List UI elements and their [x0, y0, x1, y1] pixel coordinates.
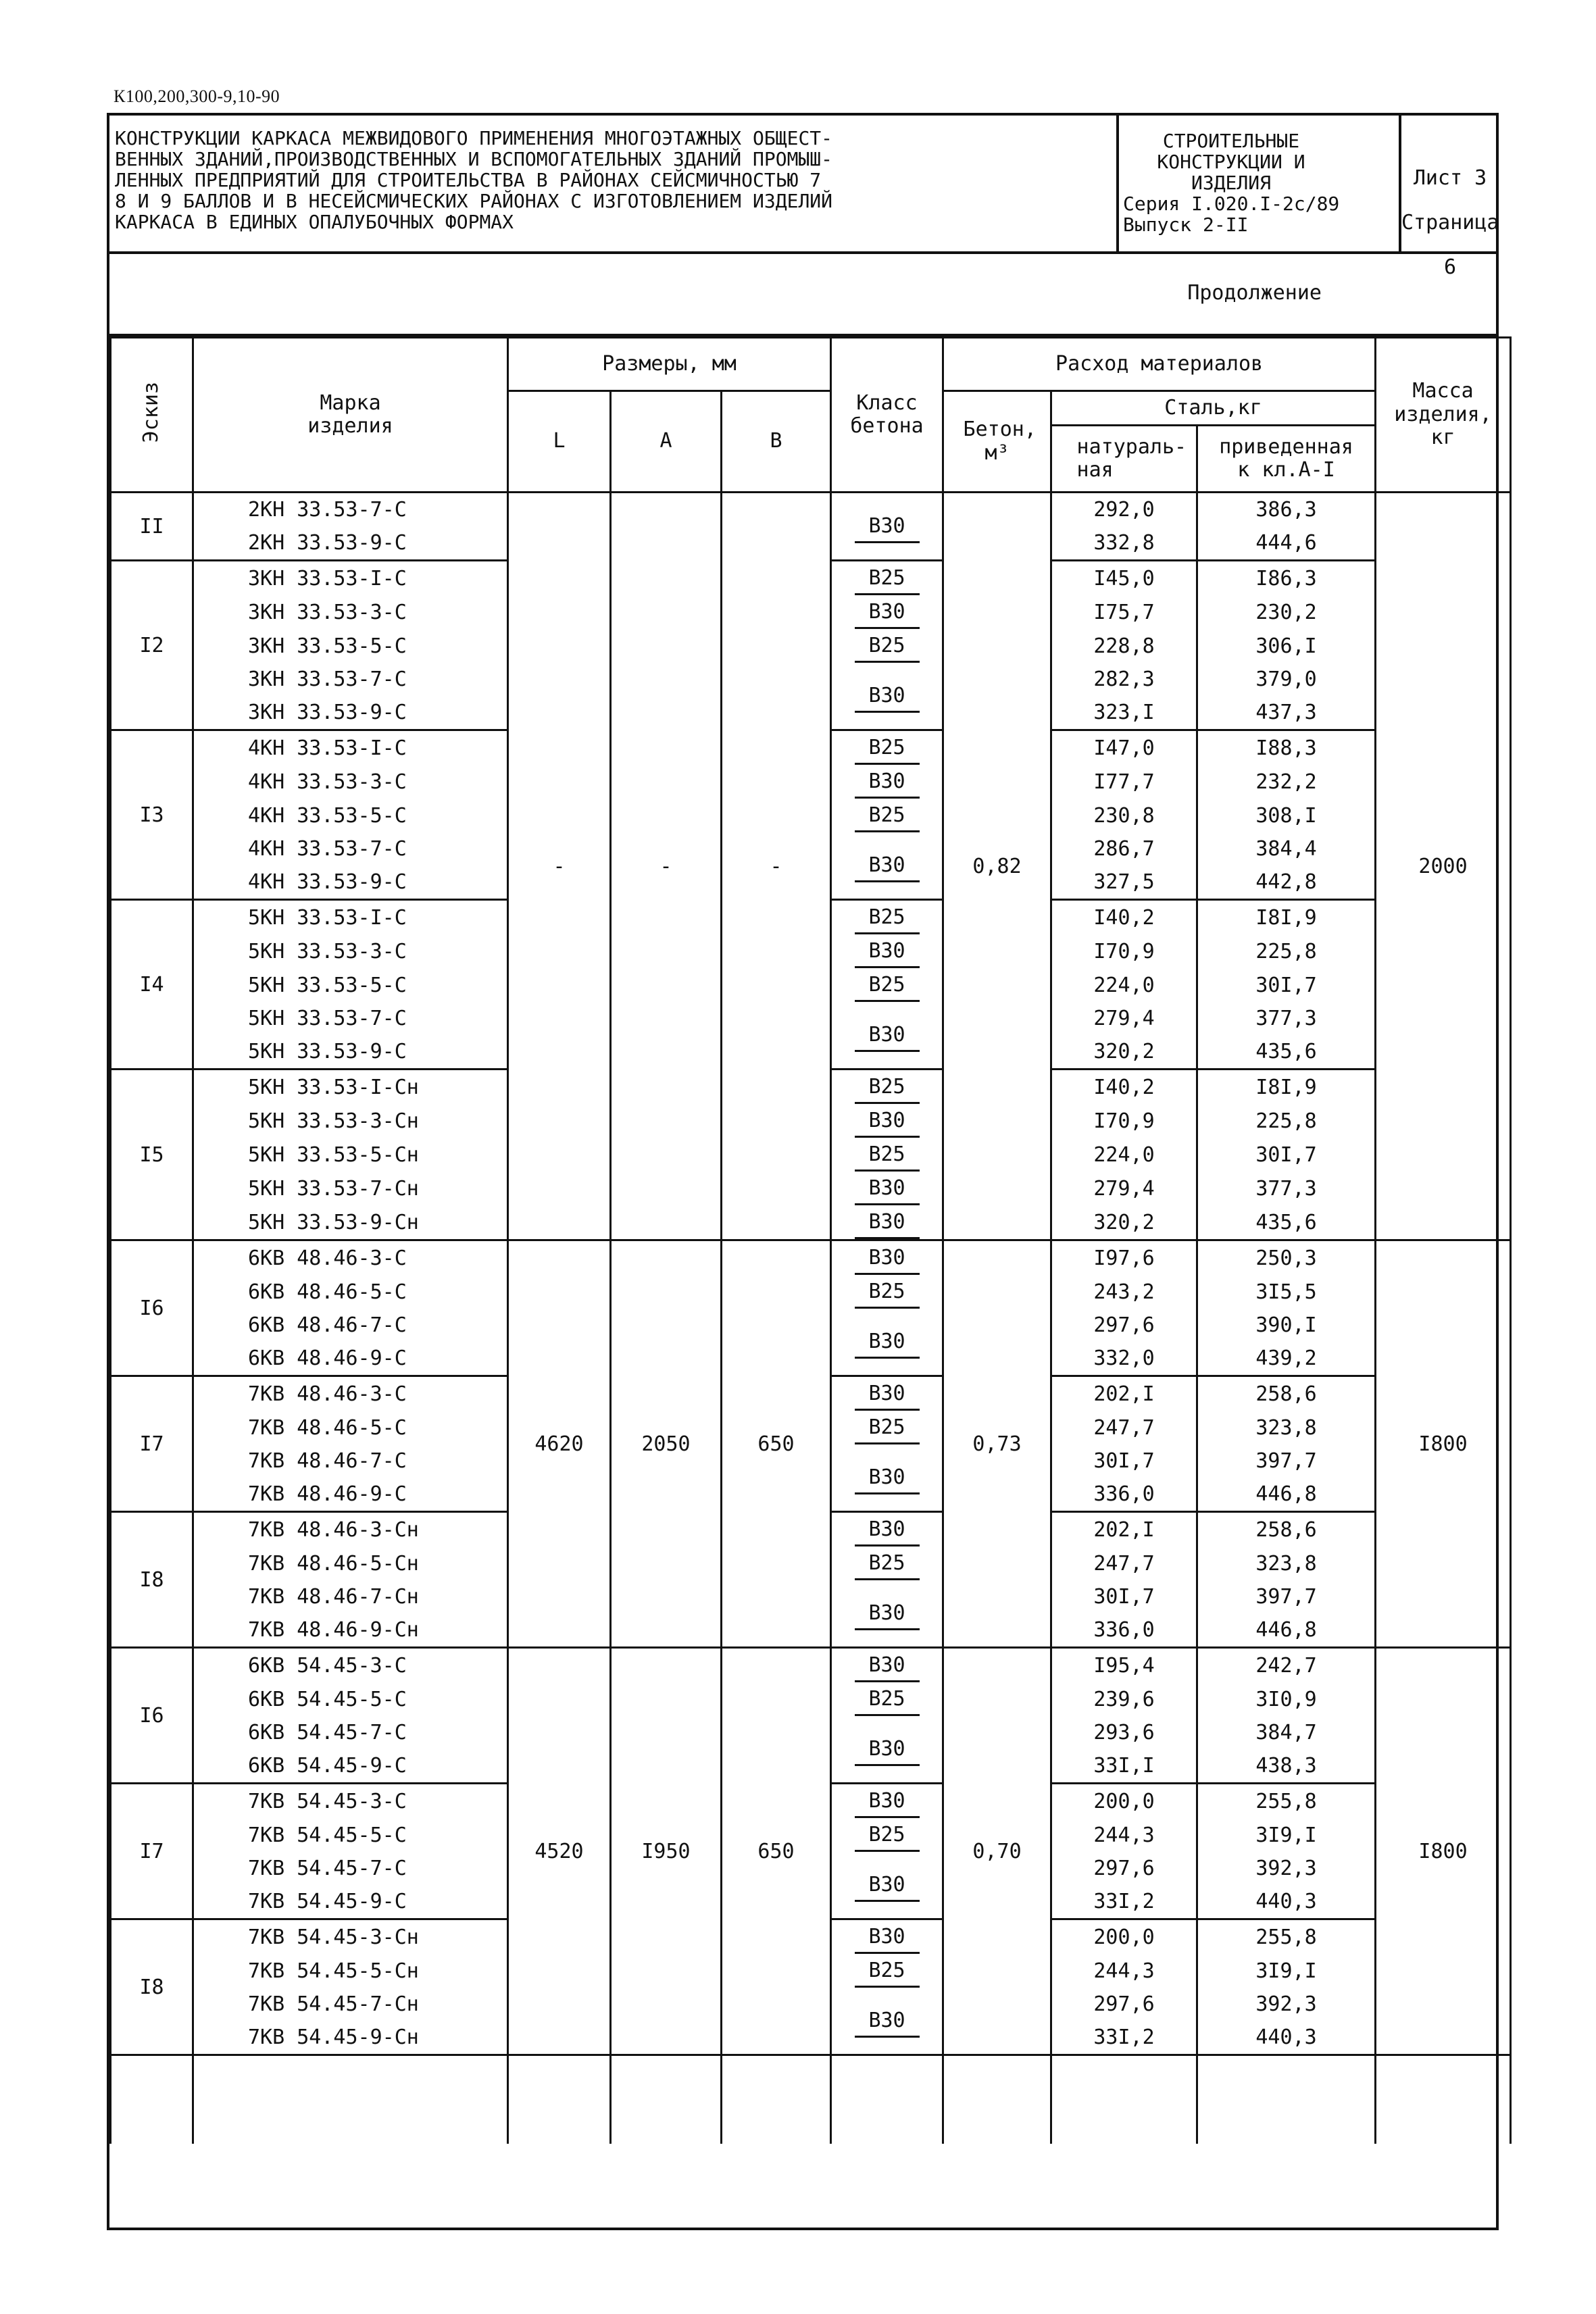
mark-cell: 3КН 33.53-5-С	[248, 634, 407, 658]
sketch-cell: I7	[111, 1784, 193, 1919]
table-row	[111, 493, 1511, 527]
steel-natural-cell: 336,0	[1051, 1478, 1197, 1512]
mark-cell: 6КВ 54.45-3-С	[193, 1648, 508, 1683]
steel-natural-cell: 297,6	[1051, 1988, 1197, 2021]
steel-reduced-cell: 446,8	[1197, 1478, 1376, 1512]
steel-natural-cell: 279,4	[1051, 1172, 1197, 1205]
steel-reduced-cell: 225,8	[1197, 1104, 1376, 1138]
concrete-class-cell	[831, 1716, 943, 1784]
steel-reduced-cell: 444,6	[1197, 526, 1376, 561]
concrete-class-value: В30	[855, 1922, 920, 1954]
steel-reduced-cell: I8I,9	[1197, 900, 1376, 935]
concrete-class-cell	[831, 1376, 943, 1411]
concrete-class-cell	[831, 934, 943, 968]
mark-cell: 5КН 33.53-7-С	[248, 1007, 407, 1030]
mark-cell: 4КН 33.53-I-С	[193, 730, 508, 765]
steel-reduced-cell: 379,0	[1197, 663, 1376, 696]
steel-natural-cell: I75,7	[1051, 595, 1197, 629]
mark-cell: 7КВ 54.45-5-Сн	[248, 1959, 419, 1983]
steel-reduced-cell: 258,6	[1197, 1512, 1376, 1547]
mark-cell: 3КН 33.53-9-С	[248, 701, 407, 724]
mass-cell: 2000	[1376, 493, 1511, 1240]
concrete-class-cell	[831, 765, 943, 799]
concrete-class-cell	[831, 1070, 943, 1105]
steel-reduced-cell: 384,4	[1197, 832, 1376, 865]
steel-natural-cell: 320,2	[1051, 1035, 1197, 1070]
mark-cell: 3КН 33.53-7-С	[248, 668, 407, 691]
mark-cell: 7КВ 48.46-7-С	[248, 1449, 407, 1473]
mark-cell: 4КН 33.53-9-С	[248, 870, 407, 894]
col-concrete-volume: Бетон, м³	[943, 391, 1051, 493]
concrete-class-cell	[831, 1988, 943, 2055]
steel-natural-cell: I77,7	[1051, 765, 1197, 799]
mark-cell: 5КН 33.53-3-С	[248, 939, 407, 963]
sketch-cell: I8	[111, 1919, 193, 2055]
steel-natural-cell: 292,0	[1051, 493, 1197, 527]
mark-cell: 7КВ 54.45-9-Сн	[248, 2026, 419, 2049]
col-steel: Сталь,кг	[1051, 391, 1376, 426]
series-line: КОНСТРУКЦИИ И	[1157, 151, 1305, 173]
dim-a-cell: -	[611, 493, 722, 1240]
steel-reduced-cell: 437,3	[1197, 696, 1376, 730]
concrete-class-value: В25	[855, 563, 920, 595]
steel-natural-cell: 247,7	[1051, 1411, 1197, 1444]
title-line: КОНСТРУКЦИИ КАРКАСА МЕЖВИДОВОГО ПРИМЕНЕНИЯ МНОГОЭТАЖНЫХ ОБЩЕСТ-	[115, 127, 833, 149]
steel-reduced-cell: 3I9,I	[1197, 1818, 1376, 1852]
issue-number: Выпуск 2-II	[1123, 213, 1249, 236]
steel-reduced-cell: 255,8	[1197, 1919, 1376, 1955]
steel-natural-cell: I97,6	[1051, 1240, 1197, 1276]
concrete-class-value: В25	[855, 970, 920, 1002]
steel-reduced-cell: I88,3	[1197, 730, 1376, 765]
mark-cell: 7КВ 48.46-9-Сн	[248, 1618, 419, 1642]
concrete-class-value: В25	[855, 1140, 920, 1172]
dim-a-cell: 2050	[611, 1240, 722, 1648]
title-line: 8 И 9 БАЛЛОВ И В НЕСЕЙСМИЧЕСКИХ РАЙОНАХ С ИЗГОТОВЛЕНИЕМ ИЗДЕЛИЙ	[115, 190, 833, 212]
col-mass: Масса изделия, кг	[1376, 338, 1511, 493]
mark-cell: 5КН 33.53-9-Сн	[248, 1210, 419, 1234]
sketch-cell: I5	[111, 1070, 193, 1240]
steel-natural-cell: 279,4	[1051, 1002, 1197, 1035]
steel-reduced-cell: 397,7	[1197, 1444, 1376, 1478]
steel-natural-cell: I47,0	[1051, 730, 1197, 765]
concrete-class-cell	[831, 832, 943, 900]
steel-reduced-cell: 390,I	[1197, 1309, 1376, 1342]
concrete-class-cell	[831, 663, 943, 730]
steel-natural-cell: I45,0	[1051, 561, 1197, 596]
empty-cell	[1051, 2055, 1197, 2144]
mark-cell: 3КН 33.53-I-С	[193, 561, 508, 596]
sketch-cell: I6	[111, 1240, 193, 1376]
concrete-class-cell	[831, 493, 943, 561]
sketch-cell: I3	[111, 730, 193, 900]
concrete-class-cell	[831, 1411, 943, 1444]
series-line: СТРОИТЕЛЬНЫЕ	[1162, 130, 1300, 152]
steel-natural-cell: 33I,I	[1051, 1749, 1197, 1784]
concrete-class-value: В30	[855, 597, 920, 629]
concrete-class-value: В30	[855, 1515, 920, 1546]
mark-cell: 5КН 33.53-9-С	[248, 1040, 407, 1063]
concrete-class-value: В30	[855, 1651, 920, 1682]
dim-l-cell: 4620	[508, 1240, 611, 1648]
dim-l-cell: 4520	[508, 1648, 611, 2055]
col-class: Класс бетона	[831, 338, 943, 493]
empty-cell	[111, 2055, 193, 2144]
concrete-class-cell	[831, 799, 943, 832]
concrete-class-cell	[831, 968, 943, 1002]
steel-reduced-cell: 250,3	[1197, 1240, 1376, 1276]
mark-cell: 7КВ 48.46-9-С	[248, 1482, 407, 1506]
steel-natural-cell: 282,3	[1051, 663, 1197, 696]
sketch-cell: II	[111, 493, 193, 561]
concrete-class-cell	[831, 1275, 943, 1309]
empty-row	[111, 2055, 1511, 2144]
steel-natural-cell: 30I,7	[1051, 1444, 1197, 1478]
concrete-class-value: В30	[855, 1207, 920, 1239]
concrete-class-cell	[831, 1852, 943, 1919]
mark-cell: 5КН 33.53-I-С	[193, 900, 508, 935]
mark-cell: 4КН 33.53-7-С	[248, 837, 407, 861]
page-number: Страница 6	[1401, 211, 1499, 279]
empty-cell	[1376, 2055, 1511, 2144]
steel-reduced-cell: 377,3	[1197, 1172, 1376, 1205]
series-line: ИЗДЕЛИЯ	[1191, 172, 1271, 194]
mass-cell: I800	[1376, 1240, 1511, 1648]
title-line: ЛЕННЫХ ПРЕДПРИЯТИЙ ДЛЯ СТРОИТЕЛЬСТВА В РАЙОНАХ СЕЙСМИЧНОСТЬЮ 7	[115, 169, 822, 191]
concrete-class-cell	[831, 1580, 943, 1648]
concrete-class-value: В30	[855, 851, 920, 882]
sketch-cell: I6	[111, 1648, 193, 1784]
steel-natural-cell: 202,I	[1051, 1376, 1197, 1411]
mark-cell: 7КВ 54.45-7-Сн	[248, 1992, 419, 2016]
col-reduced: приведенная к кл.А-I	[1197, 426, 1376, 493]
mark-cell: 7КВ 48.46-7-Сн	[248, 1585, 419, 1609]
mark-cell: 2КН 33.53-9-С	[248, 531, 407, 555]
concrete-class-cell	[831, 1682, 943, 1716]
concrete-class-value: В25	[855, 1684, 920, 1716]
steel-reduced-cell: 30I,7	[1197, 1138, 1376, 1172]
mark-cell: 7КВ 54.45-5-С	[248, 1823, 407, 1847]
concrete-class-cell	[831, 561, 943, 596]
concrete-class-value: В30	[855, 1870, 920, 1902]
dim-b-cell: 650	[722, 1240, 831, 1648]
mark-cell: 7КВ 48.46-5-Сн	[248, 1551, 419, 1576]
col-A: A	[611, 391, 722, 493]
concrete-class-value: В30	[855, 936, 920, 968]
concrete-class-value: В25	[855, 733, 920, 765]
materials-table	[109, 336, 1512, 2144]
mark-cell: 2КН 33.53-7-С	[193, 493, 508, 527]
steel-reduced-cell: 435,6	[1197, 1035, 1376, 1070]
table-row	[111, 1240, 1511, 1276]
empty-cell	[508, 2055, 611, 2144]
sketch-cell: I4	[111, 900, 193, 1070]
steel-natural-cell: 244,3	[1051, 1954, 1197, 1988]
empty-cell	[722, 2055, 831, 2144]
empty-cell	[611, 2055, 722, 2144]
steel-reduced-cell: 225,8	[1197, 934, 1376, 968]
concrete-class-value: В30	[855, 1020, 920, 1052]
sketch-cell: I2	[111, 561, 193, 730]
steel-natural-cell: 33I,2	[1051, 2021, 1197, 2055]
mark-cell: 7КВ 54.45-3-С	[193, 1784, 508, 1819]
concrete-class-cell	[831, 1818, 943, 1852]
mark-cell: 7КВ 54.45-3-Сн	[193, 1919, 508, 1955]
steel-reduced-cell: 242,7	[1197, 1648, 1376, 1683]
concrete-class-value: В30	[855, 511, 920, 543]
concrete-class-cell	[831, 1309, 943, 1376]
steel-reduced-cell: I8I,9	[1197, 1070, 1376, 1105]
steel-reduced-cell: 3I5,5	[1197, 1275, 1376, 1309]
concrete-volume-cell: 0,70	[943, 1648, 1051, 2055]
steel-natural-cell: 286,7	[1051, 832, 1197, 865]
concrete-class-cell	[831, 1546, 943, 1580]
mark-cell: 7КВ 54.45-9-С	[248, 1890, 407, 1913]
mark-cell: 3КН 33.53-3-С	[248, 600, 407, 624]
steel-natural-cell: I70,9	[1051, 1104, 1197, 1138]
mark-cell: 5КН 33.53-I-Сн	[193, 1070, 508, 1105]
steel-reduced-cell: 386,3	[1197, 493, 1376, 527]
concrete-class-value: В30	[855, 1786, 920, 1818]
steel-natural-cell: 320,2	[1051, 1205, 1197, 1240]
steel-reduced-cell: 258,6	[1197, 1376, 1376, 1411]
mark-cell: 7КВ 48.46-5-С	[248, 1415, 407, 1440]
concrete-class-cell	[831, 1784, 943, 1819]
mark-cell: 5КН 33.53-5-Сн	[248, 1142, 419, 1167]
sheet-number: Лист 3	[1413, 166, 1487, 190]
steel-natural-cell: 33I,2	[1051, 1885, 1197, 1919]
steel-reduced-cell: 440,3	[1197, 1885, 1376, 1919]
steel-natural-cell: 239,6	[1051, 1682, 1197, 1716]
title-block	[109, 116, 1499, 279]
steel-reduced-cell: 255,8	[1197, 1784, 1376, 1819]
sketch-cell: I7	[111, 1376, 193, 1512]
steel-natural-cell: I70,9	[1051, 934, 1197, 968]
col-sketch: Эскиз	[111, 338, 193, 493]
table-body	[111, 493, 1511, 2144]
col-natural: натураль- ная	[1051, 426, 1197, 493]
concrete-class-value: В30	[855, 2006, 920, 2038]
steel-natural-cell: 200,0	[1051, 1784, 1197, 1819]
dim-l-cell: -	[508, 493, 611, 1240]
mark-cell: 6КВ 48.46-3-С	[193, 1240, 508, 1276]
steel-reduced-cell: 397,7	[1197, 1580, 1376, 1613]
concrete-class-value: В30	[855, 1174, 920, 1205]
concrete-class-cell	[831, 1205, 943, 1240]
concrete-class-cell	[831, 1002, 943, 1070]
mark-cell: 6КВ 54.45-9-С	[248, 1754, 407, 1778]
steel-natural-cell: 293,6	[1051, 1716, 1197, 1749]
steel-reduced-cell: 30I,7	[1197, 968, 1376, 1002]
mark-cell: 5КН 33.53-5-С	[248, 973, 407, 997]
mark-cell: 7КВ 48.46-3-С	[193, 1376, 508, 1411]
steel-reduced-cell: 435,6	[1197, 1205, 1376, 1240]
document-title	[115, 128, 1114, 232]
steel-natural-cell: 244,3	[1051, 1818, 1197, 1852]
steel-reduced-cell: 308,I	[1197, 799, 1376, 832]
steel-natural-cell: 332,8	[1051, 526, 1197, 561]
steel-natural-cell: 30I,7	[1051, 1580, 1197, 1613]
mass-cell: I800	[1376, 1648, 1511, 2055]
col-B: B	[722, 391, 831, 493]
empty-cell	[943, 2055, 1051, 2144]
steel-reduced-cell: 438,3	[1197, 1749, 1376, 1784]
steel-reduced-cell: 306,I	[1197, 629, 1376, 663]
concrete-class-value: В30	[855, 767, 920, 799]
steel-reduced-cell: I86,3	[1197, 561, 1376, 596]
steel-reduced-cell: 440,3	[1197, 2021, 1376, 2055]
concrete-class-cell	[831, 1444, 943, 1512]
mark-cell: 7КВ 48.46-3-Сн	[193, 1512, 508, 1547]
concrete-class-value: В30	[855, 1599, 920, 1630]
steel-reduced-cell: 384,7	[1197, 1716, 1376, 1749]
steel-natural-cell: 297,6	[1051, 1309, 1197, 1342]
concrete-class-cell	[831, 1919, 943, 1955]
col-dims: Размеры, мм	[508, 338, 831, 391]
concrete-class-value: В25	[855, 801, 920, 832]
steel-natural-cell: 202,I	[1051, 1512, 1197, 1547]
title-line: ВЕННЫХ ЗДАНИЙ,ПРОИЗВОДСТВЕННЫХ И ВСПОМОГАТЕЛЬНЫХ ЗДАНИЙ ПРОМЫШ-	[115, 148, 833, 170]
steel-natural-cell: I40,2	[1051, 1070, 1197, 1105]
mark-cell: 4КН 33.53-5-С	[248, 803, 407, 828]
concrete-class-value: В30	[855, 1379, 920, 1411]
concrete-volume-cell: 0,73	[943, 1240, 1051, 1648]
continuation-label: Продолжение	[1187, 281, 1322, 305]
concrete-class-cell	[831, 1648, 943, 1683]
steel-reduced-cell: 323,8	[1197, 1411, 1376, 1444]
steel-natural-cell: 327,5	[1051, 865, 1197, 900]
concrete-class-value: В25	[855, 903, 920, 934]
concrete-class-cell	[831, 900, 943, 935]
steel-natural-cell: 332,0	[1051, 1342, 1197, 1376]
steel-reduced-cell: 377,3	[1197, 1002, 1376, 1035]
empty-cell	[193, 2055, 508, 2144]
steel-reduced-cell: 323,8	[1197, 1546, 1376, 1580]
steel-natural-cell: 200,0	[1051, 1919, 1197, 1955]
mark-cell: 6КВ 48.46-9-С	[248, 1347, 407, 1370]
steel-reduced-cell: 392,3	[1197, 1988, 1376, 2021]
steel-natural-cell: 230,8	[1051, 799, 1197, 832]
concrete-class-value: В30	[855, 681, 920, 713]
concrete-volume-cell: 0,82	[943, 493, 1051, 1240]
col-materials: Расход материалов	[943, 338, 1376, 391]
concrete-class-value: В25	[855, 1820, 920, 1852]
concrete-class-value: В30	[855, 1734, 920, 1766]
steel-reduced-cell: 442,8	[1197, 865, 1376, 900]
concrete-class-value: В30	[855, 1327, 920, 1359]
concrete-class-cell	[831, 629, 943, 663]
mark-cell: 5КН 33.53-7-Сн	[248, 1176, 419, 1201]
continuation-row	[109, 254, 1496, 336]
concrete-class-cell	[831, 1512, 943, 1547]
concrete-class-value: В25	[855, 631, 920, 663]
steel-reduced-cell: 392,3	[1197, 1852, 1376, 1885]
dim-a-cell: I950	[611, 1648, 722, 2055]
mark-cell: 6КВ 48.46-5-С	[248, 1280, 407, 1304]
concrete-class-value: В25	[855, 1277, 920, 1309]
dim-b-cell: 650	[722, 1648, 831, 2055]
sketch-cell: I8	[111, 1512, 193, 1648]
concrete-class-cell	[831, 1138, 943, 1172]
steel-natural-cell: 247,7	[1051, 1546, 1197, 1580]
steel-natural-cell: 224,0	[1051, 1138, 1197, 1172]
concrete-class-cell	[831, 1240, 943, 1276]
empty-cell	[831, 2055, 943, 2144]
series-number: Серия I.020.I-2с/89	[1123, 193, 1340, 215]
concrete-class-value: В30	[855, 1243, 920, 1275]
mark-cell: 6КВ 54.45-7-С	[248, 1721, 407, 1744]
steel-natural-cell: 243,2	[1051, 1275, 1197, 1309]
mark-cell: 6КВ 54.45-5-С	[248, 1687, 407, 1711]
steel-reduced-cell: 232,2	[1197, 765, 1376, 799]
concrete-class-value: В25	[855, 1413, 920, 1444]
table-row	[111, 1648, 1511, 1683]
concrete-class-value: В30	[855, 1106, 920, 1138]
concrete-class-value: В25	[855, 1072, 920, 1104]
concrete-class-cell	[831, 1954, 943, 1988]
concrete-class-value: В25	[855, 1549, 920, 1580]
steel-reduced-cell: 439,2	[1197, 1342, 1376, 1376]
concrete-class-cell	[831, 730, 943, 765]
steel-natural-cell: I40,2	[1051, 900, 1197, 935]
col-L: L	[508, 391, 611, 493]
sheet-frame	[107, 113, 1499, 2230]
steel-reduced-cell: 3I9,I	[1197, 1954, 1376, 1988]
concrete-class-value: В30	[855, 1463, 920, 1494]
empty-cell	[1197, 2055, 1376, 2144]
title-line: КАРКАСА В ЕДИНЫХ ОПАЛУБОЧНЫХ ФОРМАХ	[115, 211, 514, 233]
steel-natural-cell: 297,6	[1051, 1852, 1197, 1885]
steel-natural-cell: 224,0	[1051, 968, 1197, 1002]
series-info	[1123, 130, 1400, 235]
dim-b-cell: -	[722, 493, 831, 1240]
mark-cell: 6КВ 48.46-7-С	[248, 1313, 407, 1337]
col-mark: Марка изделия	[193, 338, 508, 493]
document-code: К100,200,300-9,10-90	[114, 86, 280, 106]
mark-cell: 7КВ 54.45-7-С	[248, 1857, 407, 1880]
steel-natural-cell: 323,I	[1051, 696, 1197, 730]
concrete-class-cell	[831, 595, 943, 629]
steel-natural-cell: 228,8	[1051, 629, 1197, 663]
steel-reduced-cell: 3I0,9	[1197, 1682, 1376, 1716]
concrete-class-value: В25	[855, 1956, 920, 1988]
concrete-class-cell	[831, 1104, 943, 1138]
mark-cell: 4КН 33.53-3-С	[248, 770, 407, 794]
steel-reduced-cell: 446,8	[1197, 1613, 1376, 1648]
steel-natural-cell: 336,0	[1051, 1613, 1197, 1648]
steel-reduced-cell: 230,2	[1197, 595, 1376, 629]
concrete-class-cell	[831, 1172, 943, 1205]
mark-cell: 5КН 33.53-3-Сн	[248, 1109, 419, 1133]
steel-natural-cell: I95,4	[1051, 1648, 1197, 1683]
